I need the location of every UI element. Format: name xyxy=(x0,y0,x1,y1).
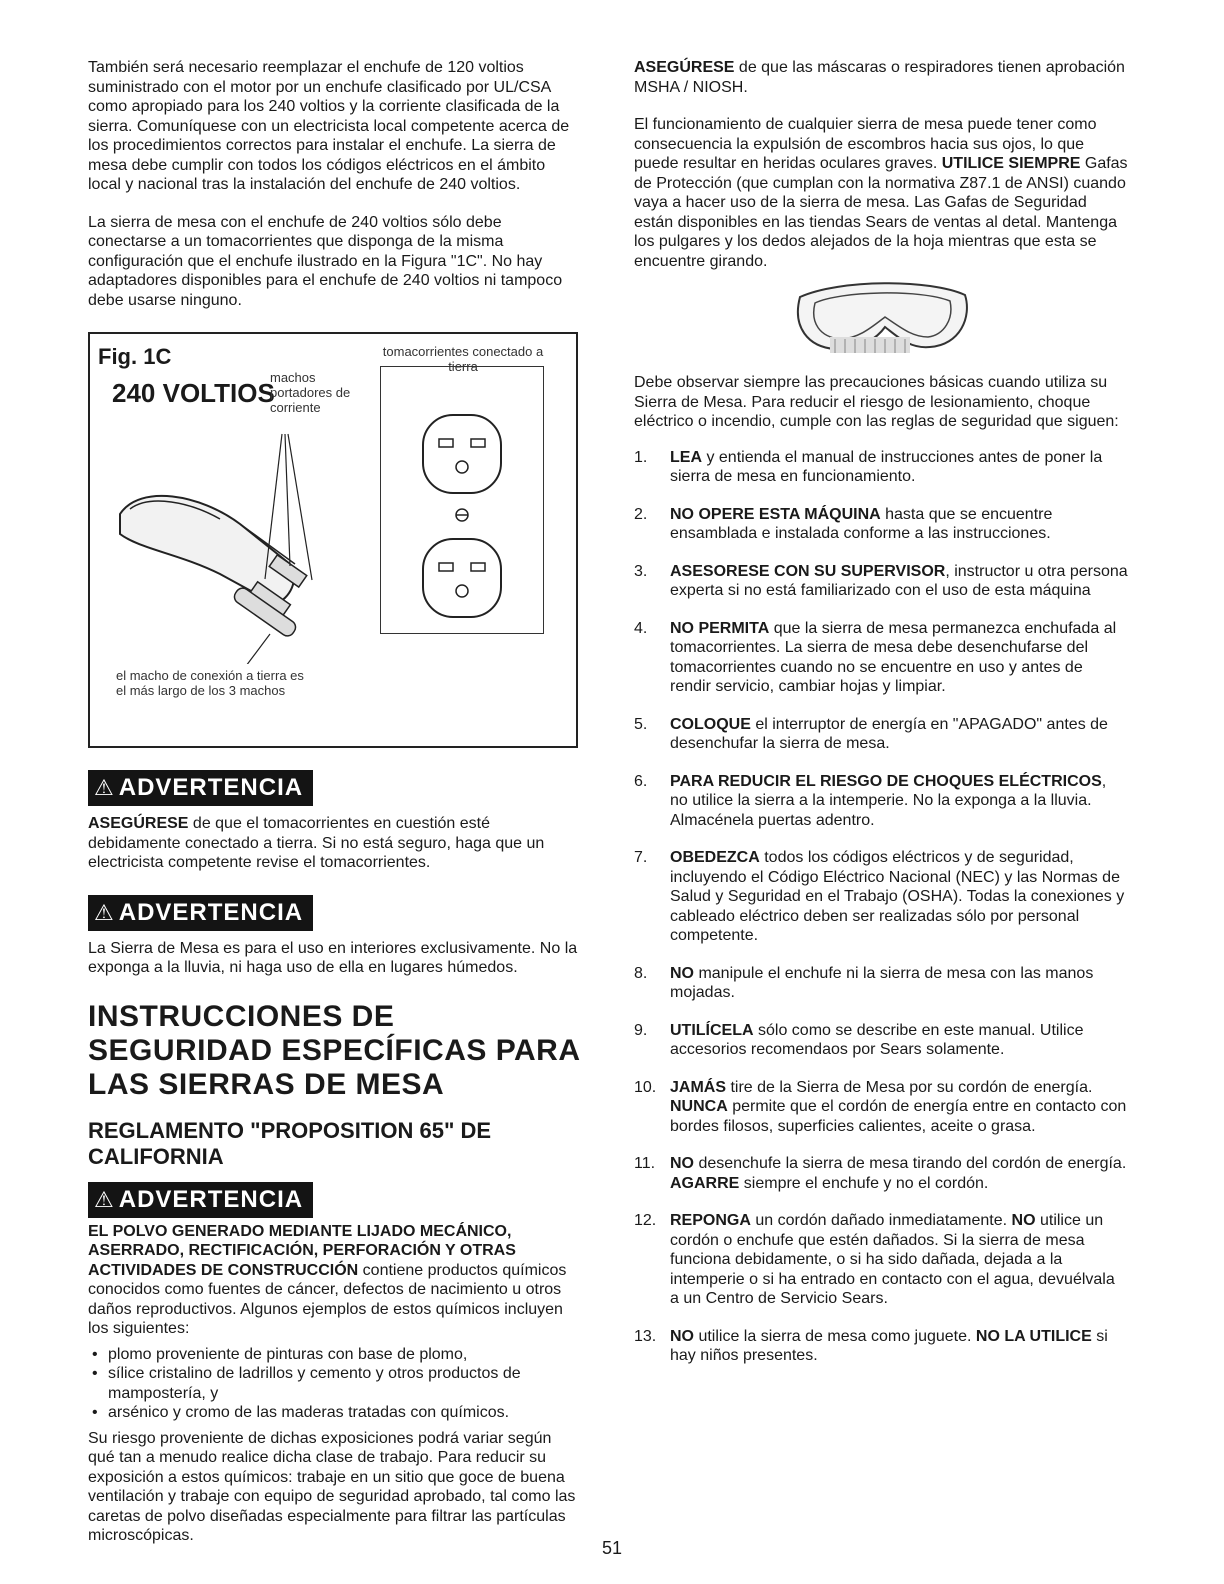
safety-rule xyxy=(634,715,1128,754)
rule-emphasis: OBEDEZCA xyxy=(670,849,760,866)
safety-rule xyxy=(634,1154,1128,1193)
rule-text: y entienda el manual de instrucciones antes de poner la sierra de mesa en funcionamiento. xyxy=(670,448,1103,485)
safety-rule xyxy=(634,562,1128,601)
rule-text: utilice un cordón o enchufe que estén dañados. Si la sierra de mesa funciona debidamente, o si ha sido dañada, dejada a la intemperie o si ha entrado en contacto con el agua, devuélvala a un Centro de Servicio Sears. xyxy=(670,1212,1115,1307)
rule-emphasis: UTILÍCELA xyxy=(670,1021,754,1039)
rule-text: utilice la sierra de mesa como juguete. xyxy=(694,1327,976,1345)
rule-emphasis: NO xyxy=(1011,1212,1036,1229)
rule-number: 13. xyxy=(634,1327,657,1345)
figure-title: Fig. 1C xyxy=(98,344,172,369)
rule-emphasis: NO PERMITA xyxy=(670,619,770,637)
warning-banner-2: ⚠ ADVERTENCIA xyxy=(88,895,313,931)
rule-emphasis: NO xyxy=(670,964,694,982)
safety-rule xyxy=(634,1021,1128,1060)
right-column xyxy=(634,58,1128,1384)
safety-rule xyxy=(634,1211,1128,1309)
safety-rule xyxy=(634,772,1128,831)
safety-rule xyxy=(634,505,1128,544)
rule-emphasis: LEA xyxy=(670,448,702,466)
list-item: • sílice cristalino de ladrillos y cemento y otros productos de mampostería, y xyxy=(100,1364,580,1403)
prop65-subheading: REGLAMENTO "PROPOSITION 65" DE CALIFORNIA xyxy=(88,1117,492,1169)
rule-text: que la sierra de mesa permanezca enchufada al tomacorrientes. La sierra de mesa debe desenchufarse del tomacorrientes cuando no se encuentre en uso y antes de rendir servicio, cambiar hojas y limpiar. xyxy=(670,619,1117,695)
rule-emphasis: NO xyxy=(670,1155,694,1172)
plug-illustration xyxy=(90,334,380,664)
rule-text: , instructor u otra persona experta si no está familiarizado con el uso de esta máquina xyxy=(670,562,1128,599)
list-item: • plomo proveniente de pinturas con base de plomo, xyxy=(100,1345,580,1365)
page-number: 51 xyxy=(601,1538,623,1558)
rule-text: , no utilice la sierra a la intemperie. No la exponga a la lluvia. Almacénela puertas adentro. xyxy=(670,772,1107,829)
rule-emphasis: NO LA UTILICE xyxy=(975,1327,1092,1345)
ground-prong-label: el macho de conexión a tierra es el más largo de los 3 machos xyxy=(116,668,304,698)
rule-emphasis: AGARRE xyxy=(670,1174,740,1192)
rule-emphasis: REPONGA xyxy=(670,1212,751,1229)
left-column xyxy=(88,58,580,1546)
chemicals-list xyxy=(88,1345,580,1423)
outlet-label: tomacorrientes conectado a tierra xyxy=(382,344,544,374)
rule-text: tire de la Sierra de Mesa por su cordón de energía. xyxy=(726,1078,1093,1096)
rule-number: 7. xyxy=(634,849,648,866)
warning-triangle-icon: ⚠ xyxy=(94,775,115,800)
safety-goggles-illustration xyxy=(780,277,980,355)
eye-protection-paragraph: El funcionamiento de cualquier sierra de mesa puede tener como consecuencia la expulsión de escombros hacia sus ojos, lo que puede resultar en heridas oculares graves. UTILICE SIEMPRE Gafas de Protección (que cumplan con la normativa Z87.1 de ANSI) cuando vaya a hacer uso de la sierra de mesa. Las Gafas de Seguridad están disponibles en las tiendas Sears de ventas al detal. Mantenga los pulgares y los dedos alejados de la hoja mientras que esta se encuentre girando. xyxy=(634,116,1128,270)
rule-emphasis: ASESORESE CON SU SUPERVISOR xyxy=(670,562,946,580)
rule-text: siempre el enchufe y no el cordón. xyxy=(739,1174,989,1192)
exposure-paragraph: Su riesgo proveniente de dichas exposiciones podrá variar según qué tan a menudo realice dicha clase de trabajo. Para reducir su exposición a estos químicos: trabaje en un sitio que goce de buena ventilación y trabaje con equipo de seguridad aprobado, tal como las caretas de polvo diseñadas especialmente para filtrar las partículas microscópicas. xyxy=(88,1429,576,1544)
safety-rules-list xyxy=(634,448,1128,1366)
rule-text: si hay niños presentes. xyxy=(670,1327,1108,1364)
rule-number: 8. xyxy=(634,964,648,982)
safety-rule xyxy=(634,848,1128,946)
rule-number: 9. xyxy=(634,1021,648,1039)
rule-text: todos los códigos eléctricos y de seguridad, incluyendo el Código Eléctrico Nacional (NEC) y las Normas de Salud y Seguridad en el Trabajo (OSHA). Todas la conexiones y cableado eléctrico deben ser realizadas sólo por personal competente. xyxy=(670,849,1125,944)
rule-number: 10. xyxy=(634,1078,657,1096)
rule-emphasis: JAMÁS xyxy=(670,1078,727,1096)
warning-triangle-icon: ⚠ xyxy=(94,1186,115,1212)
rule-number: 6. xyxy=(634,772,648,790)
goggles-icon xyxy=(780,277,980,355)
outlet-box xyxy=(380,366,544,634)
warning-triangle-icon: ⚠ xyxy=(94,899,115,925)
warning-1-text: ASEGÚRESE de que el tomacorrientes en cuestión esté debidamente conectado a tierra. Si no está seguro, haga que un electricista competente revise el tomacorrientes. xyxy=(88,815,545,871)
prongs-label: machos portadores de corriente xyxy=(270,370,351,415)
rule-emphasis: NO xyxy=(670,1327,694,1345)
rule-number: 3. xyxy=(634,562,648,580)
safety-rule xyxy=(634,1078,1128,1137)
rule-number: 12. xyxy=(634,1212,657,1229)
rule-emphasis: PARA REDUCIR EL RIESGO DE CHOQUES ELÉCTRICOS xyxy=(670,772,1102,790)
rule-text: un cordón dañado inmediatamente. xyxy=(750,1212,1012,1229)
rule-text: sólo como se describe en este manual. Utilice accesorios recomendaos por Sears solamente. xyxy=(670,1021,1084,1058)
list-item: • arsénico y cromo de las maderas tratadas con químicos. xyxy=(100,1403,580,1423)
rule-text: el interruptor de energía en "APAGADO" antes de desenchufar la sierra de mesa. xyxy=(670,715,1108,752)
rule-emphasis: COLOQUE xyxy=(670,715,751,733)
figure-1c xyxy=(88,332,578,748)
rule-emphasis: NO OPERE ESTA MÁQUINA xyxy=(670,505,881,523)
warning-banner-3: ⚠ ADVERTENCIA xyxy=(88,1182,313,1218)
warning-2-text: La Sierra de Mesa es para el uso en interiores exclusivamente. No la exponga a la lluvia, ni haga uso de ella en lugares húmedos. xyxy=(88,939,578,976)
safety-heading: INSTRUCCIONES DE SEGURIDAD ESPECÍFICAS PARA LAS SIERRAS DE MESA xyxy=(88,999,580,1101)
safety-rule xyxy=(634,964,1128,1003)
safety-rule xyxy=(634,448,1128,487)
rule-emphasis: NUNCA xyxy=(670,1098,728,1115)
plug-replacement-paragraph: También será necesario reemplazar el enchufe de 120 voltios suministrado con el motor por un enchufe clasificado por UL/CSA como apropiado para los 240 voltios y la corriente clasificada de la sierra. Comuníquese con un electricista local competente acerca de los procedimientos correctos para instalar el enchufe. La sierra de mesa debe cumplir con todos los códigos eléctricos en el ámbito local y nacional tras la instalación del enchufe de 240 voltios. xyxy=(88,59,570,193)
respirator-paragraph: ASEGÚRESE de que las máscaras o respiradores tienen aprobación MSHA / NIOSH. xyxy=(634,59,1125,96)
outlet-illustration xyxy=(381,367,541,631)
rule-number: 2. xyxy=(634,505,648,523)
rule-text: desenchufe la sierra de mesa tirando del cordón de energía. xyxy=(694,1155,1127,1172)
warning-banner-1: ⚠ ADVERTENCIA xyxy=(88,770,313,806)
warning-3-text: EL POLVO GENERADO MEDIANTE LIJADO MECÁNICO, ASERRADO, RECTIFICACIÓN, PERFORACIÓN Y OTRAS ACTIVIDADES DE CONSTRUCCIÓN contiene productos químicos conocidos como fuentes de cáncer, defectos de nacimiento u otros daños reproductivos. Algunos ejemplos de estos químicos incluyen los siguientes: xyxy=(88,1222,567,1337)
figure-subtitle: 240 VOLTIOS xyxy=(112,378,275,408)
rule-text: manipule el enchufe ni la sierra de mesa con las manos mojadas. xyxy=(670,964,1094,1001)
rule-number: 4. xyxy=(634,619,648,637)
outlet-config-paragraph: La sierra de mesa con el enchufe de 240 voltios sólo debe conectarse a un tomacorrientes que disponga de la misma configuración que el enchufe ilustrado en la Figura "1C". No hay adaptadores disponibles para el enchufe de 240 voltios ni tampoco debe usarse ninguno. xyxy=(88,213,563,309)
rule-number: 1. xyxy=(634,448,648,466)
rule-number: 11. xyxy=(634,1155,656,1172)
basic-precautions-paragraph: Debe observar siempre las precauciones básicas cuando utiliza su Sierra de Mesa. Para reducir el riesgo de lesionamiento, choque eléctrico o incendio, cumple con las reglas de seguridad que siguen: xyxy=(634,374,1119,430)
rule-text: permite que el cordón de energía entre en contacto con bordes filosos, superficies calientes, aceite o grasa. xyxy=(670,1098,1127,1135)
safety-rule xyxy=(634,619,1128,697)
rule-number: 5. xyxy=(634,715,648,733)
safety-rule xyxy=(634,1327,1128,1366)
rule-text: hasta que se encuentre ensamblada e instalada conforme a las instrucciones. xyxy=(670,505,1053,542)
